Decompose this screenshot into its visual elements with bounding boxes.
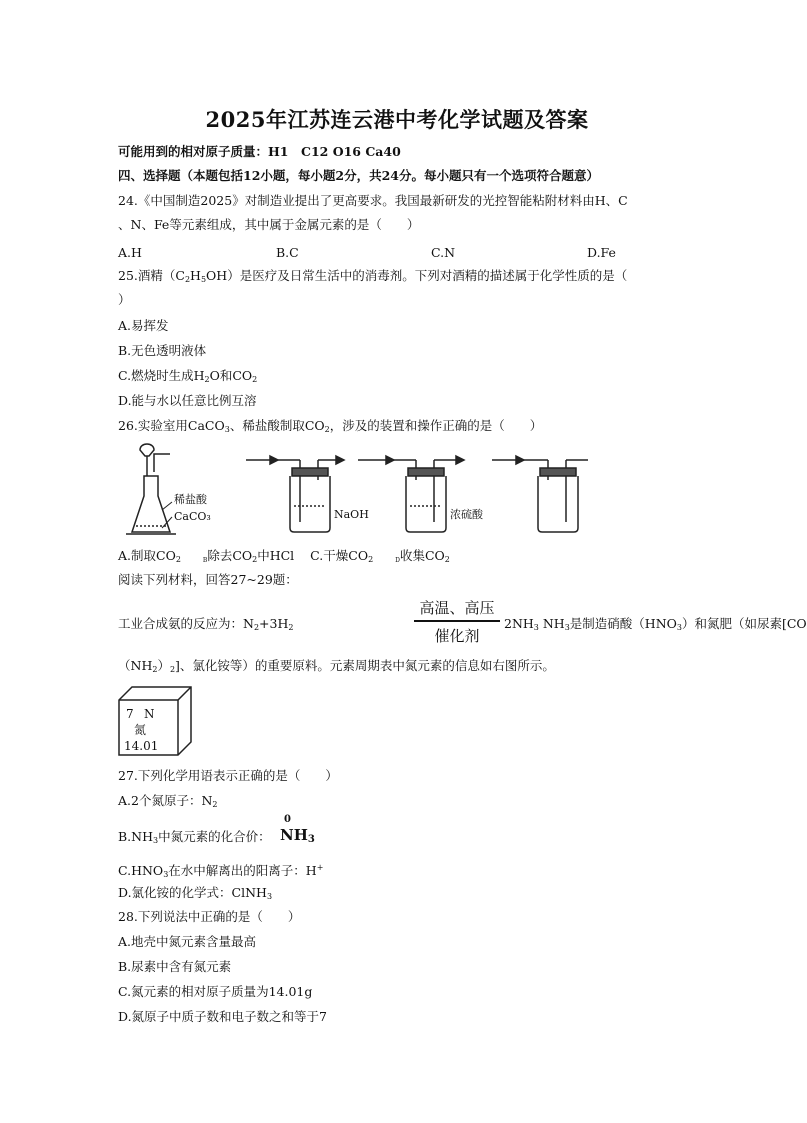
q24-stem-line1: 24.《中国制造2025》对制造业提出了更高要求。我国最新研发的光控智能粘附材料由H、C <box>118 193 628 208</box>
q26-options <box>118 548 450 569</box>
q27-option-d: D.氯化铵的化学式：ClNH$_3$ <box>118 885 273 901</box>
q24-option-d: D.Fe <box>587 245 616 260</box>
label-naoh: NaOH <box>334 508 369 521</box>
q26-apparatus-figure <box>118 440 618 542</box>
q27-option-b: $B.NH_3$中氮元素的化合价： <box>118 829 271 845</box>
q26-option-c: C.干燥$CO_2$ <box>310 548 374 564</box>
equation-condition-bottom: 催化剂 <box>434 627 480 645</box>
section-heading: 四、选择题（本题包括12小题，每小题2分，共24分。每小题只有一个选项符合题意） <box>118 168 599 183</box>
equation-condition-top: 高温、高压 <box>419 599 495 617</box>
q28-stem: 28.下列说法中正确的是（ ） <box>118 909 301 924</box>
label-caco3: CaCO₃ <box>174 510 211 523</box>
q27-nh3-formula: $NH_3$ <box>280 826 315 845</box>
q25-option-a: A.易挥发 <box>118 318 169 333</box>
q24-option-b: B.C <box>276 245 299 260</box>
q26-stem: 26.实验室用CaCO$_3$、稀盐酸制取$CO_2$，涉及的装置和操作正确的是（ ） <box>118 418 543 434</box>
q28-option-b: B.尿素中含有氮元素 <box>118 959 232 974</box>
apparatus-d-bottle <box>492 456 588 532</box>
nitrogen-element-card <box>118 686 192 756</box>
q26-option-d: $_D$收集$CO_2$ <box>395 548 450 564</box>
q28-option-c: C.氮元素的相对原子质量为14.01g <box>118 984 313 999</box>
element-number: 7 <box>126 707 134 721</box>
q24-stem-line2: 、N、Fe等元素组成，其中属于金属元素的是（ ） <box>118 217 420 232</box>
q26-option-a: A.制取$CO_2$ <box>118 548 181 564</box>
q24-option-c: C.N <box>431 245 456 260</box>
q24-option-a: A.H <box>118 245 142 260</box>
q25-stem-line2: ） <box>118 292 131 307</box>
label-dilute-hcl: 稀盐酸 <box>174 493 207 506</box>
q27-stem: 27.下列化学用语表示正确的是（ ） <box>118 768 338 783</box>
q25-option-c: C.燃烧时生成$H_2O$和$CO_2$ <box>118 368 258 384</box>
q26-option-b: $_B$除去$CO_2$中HCl <box>202 548 295 564</box>
apparatus-b-bottle <box>246 456 344 532</box>
label-conc-h2so4: 浓硫酸 <box>450 508 483 521</box>
reading-intro: 阅读下列材料，回答27~29题： <box>118 572 298 587</box>
element-name: 氮 <box>134 723 147 737</box>
atomic-mass-line: 可能用到的相对原子质量：H1 C12 O16 Ca40 <box>118 144 401 159</box>
element-symbol: N <box>144 707 155 721</box>
q27-valence-mark: 0 <box>284 814 291 825</box>
page-title: 2025年江苏连云港中考化学试题及答案 <box>205 107 589 132</box>
equation-arrow-bar <box>414 620 500 622</box>
q25-stem: 25.酒精$(C_2H_5OH)$是医疗及日常生活中的消毒剂。下列对酒精的描述属于化学性质的是（ <box>118 268 628 284</box>
ammonia-equation: 工业合成氨的反应为：$N_2+3H_2$ 高温、高压 催化剂 $2NH_3$ $NH_3$是制造硝酸$(HNO_3)$和氮肥（如尿素[CO <box>118 599 807 645</box>
q28-option-d: D.氮原子中质子数和电子数之和等于7 <box>118 1009 328 1024</box>
equation-line2: $(NH_2)_2$]、氯化铵等）的重要原料。元素周期表中氮元素的信息如右图所示。 <box>118 658 555 674</box>
q28-option-a: A.地壳中氮元素含量最高 <box>118 934 257 949</box>
element-mass: 14.01 <box>124 739 159 753</box>
apparatus-c-bottle <box>358 456 464 532</box>
q27-option-a: A.2个氮原子：$N_2$ <box>118 793 218 809</box>
q25-option-d: D.能与水以任意比例互溶 <box>118 393 257 408</box>
q27-option-c: $C.HNO_3$在水中解离出的阳离子：H+ <box>118 863 324 879</box>
q25-option-b: B.无色透明液体 <box>118 343 207 358</box>
